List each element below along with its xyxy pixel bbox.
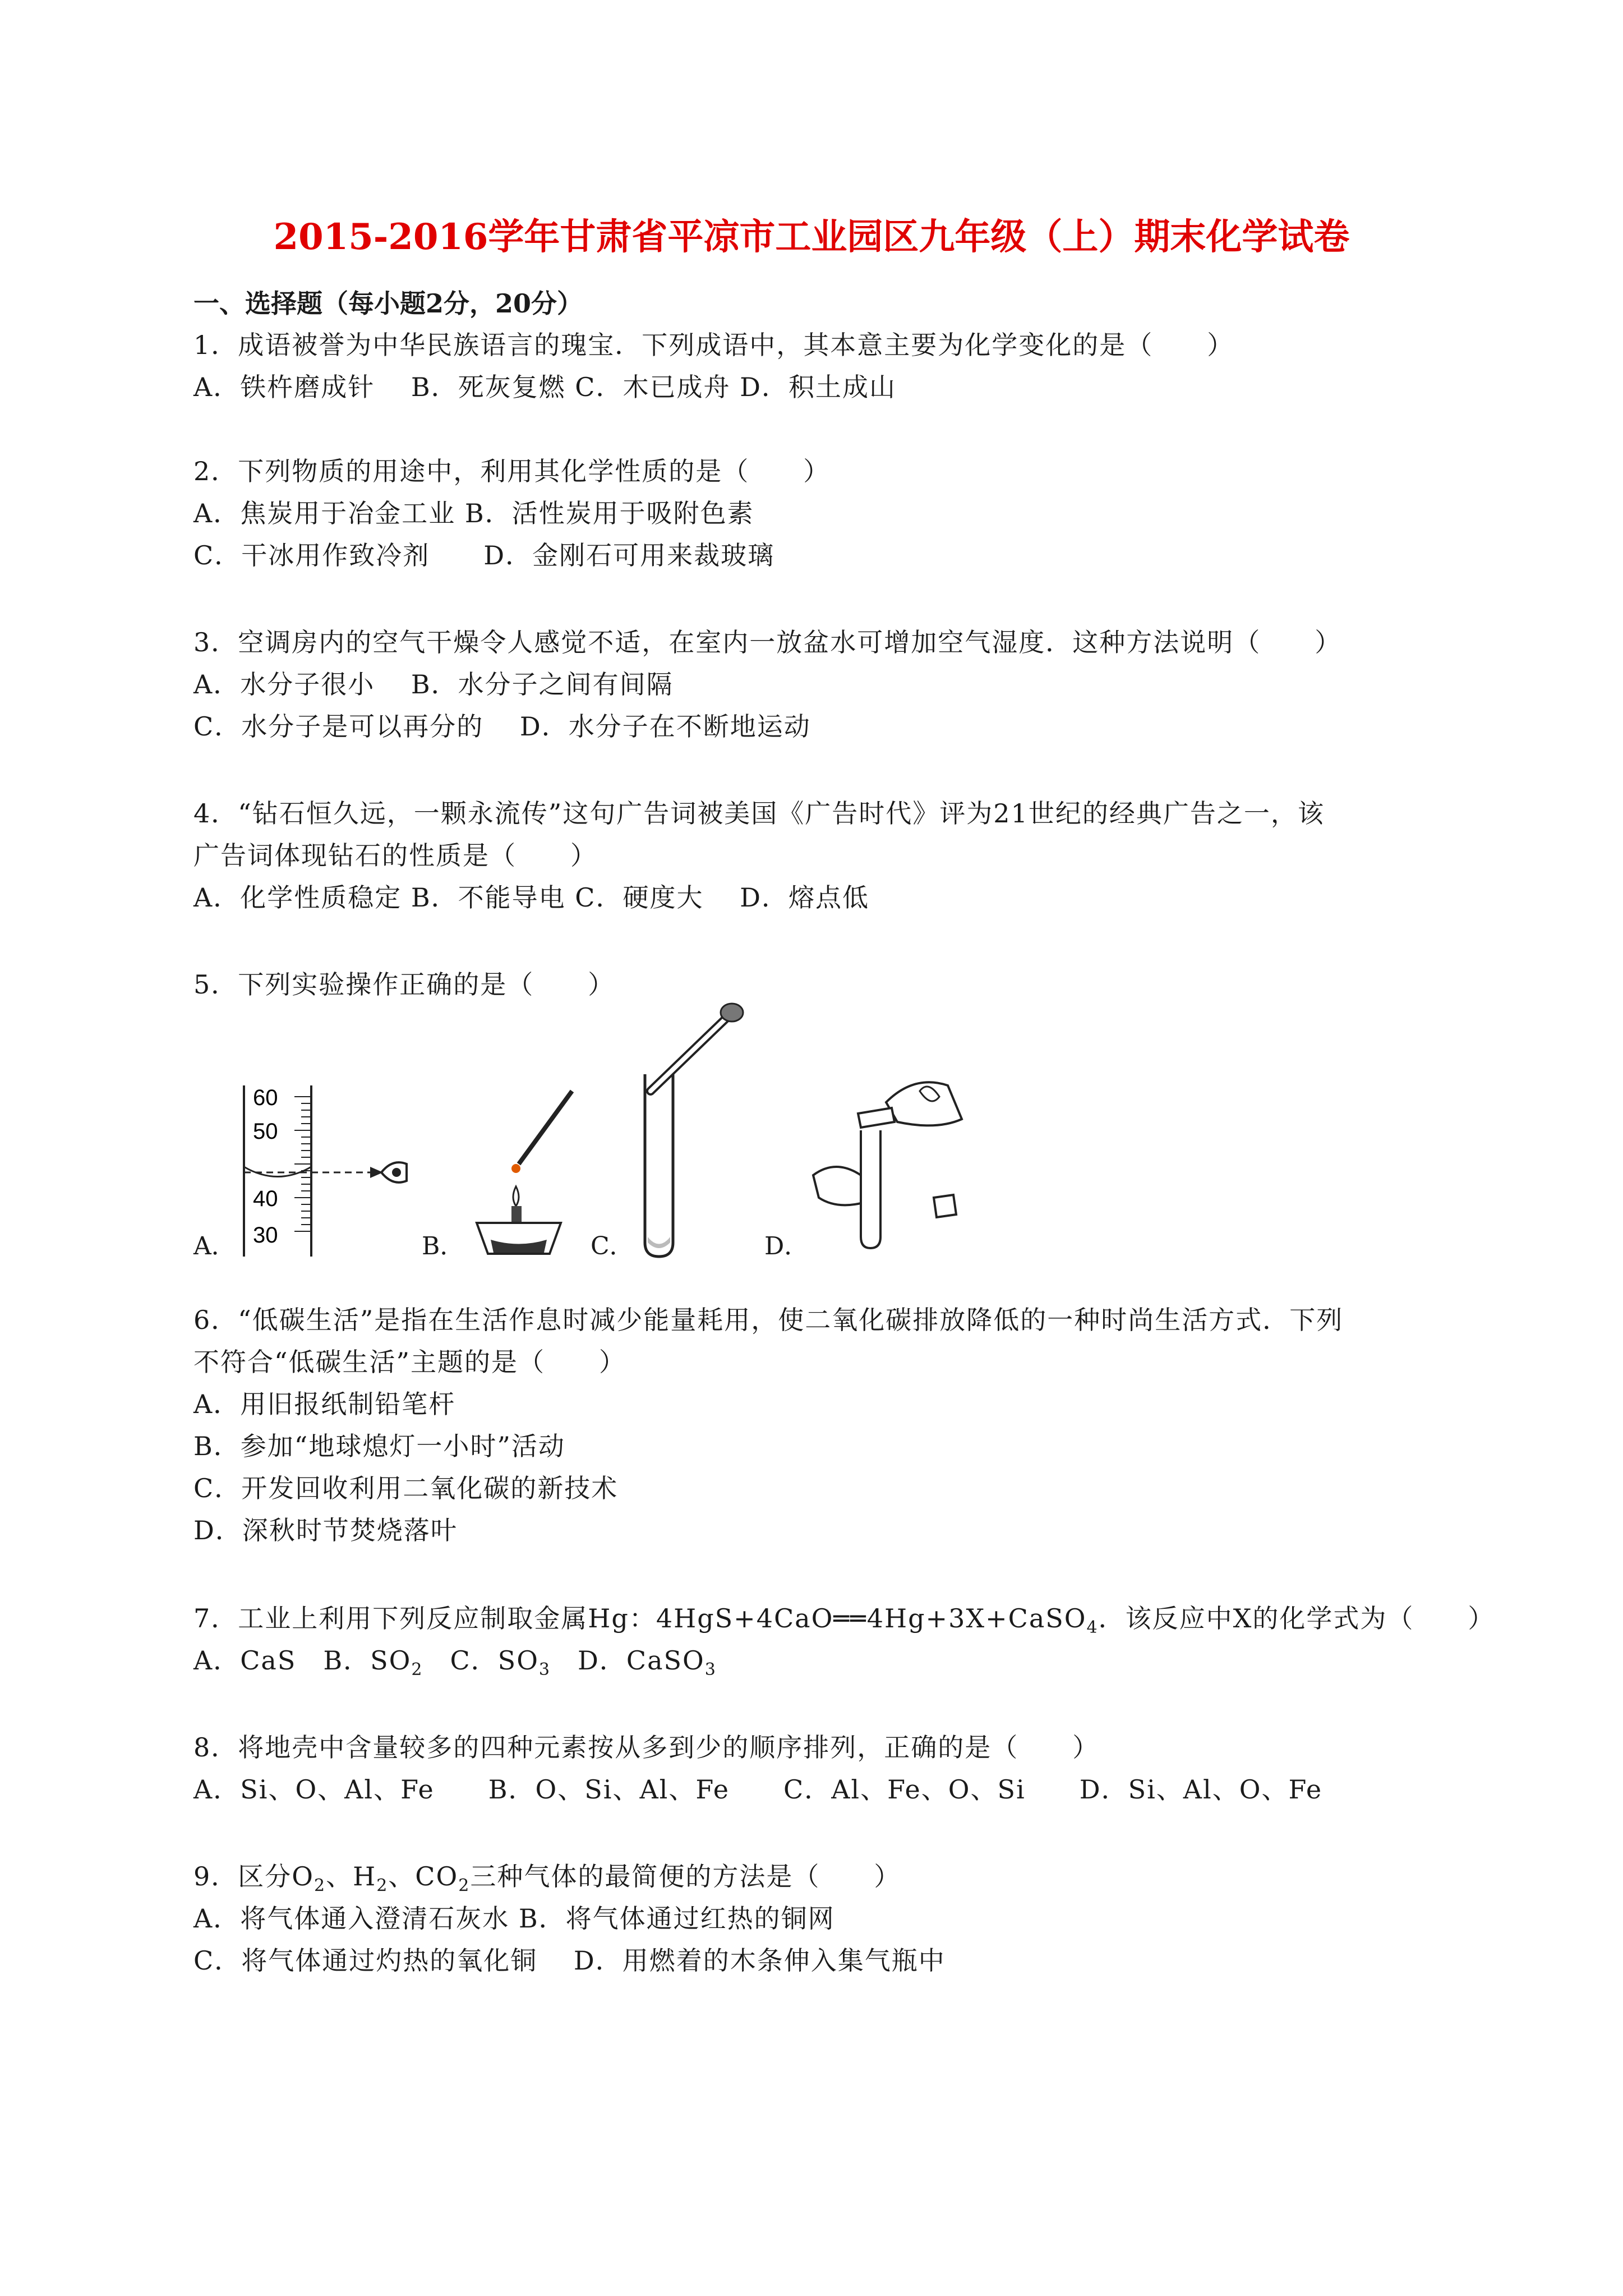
q7-option-c: C．SO xyxy=(423,1645,539,1676)
q8-stem: 8．将地壳中含量较多的四种元素按从多到少的顺序排列，正确的是（ ） xyxy=(193,1732,1100,1763)
q7-sub-3b: 3 xyxy=(704,1660,717,1680)
q9-stem xyxy=(193,1857,901,1896)
q7-stem xyxy=(193,1599,1495,1638)
q6-stem-line1: 6．“低碳生活”是指在生活作息时减少能量耗用，使二氧化碳排放降低的一种时尚生活方式．下列 xyxy=(193,1305,1344,1335)
test-tube-dropper-figure xyxy=(634,1001,757,1259)
q9-stem-a: 9．区分O xyxy=(193,1861,314,1892)
q1-options: A．铁杵磨成针 B．死灰复燃 C．木已成舟 D．积土成山 xyxy=(193,372,896,402)
q3-options-cd: C．水分子是可以再分的 D．水分子在不断地运动 xyxy=(193,711,811,742)
q7-stem-a: 7．工业上利用下列反应制取金属Hg：4HgS+4CaO══4Hg+3X+CaSO xyxy=(193,1603,1087,1634)
q6-option-c: C．开发回收利用二氧化碳的新技术 xyxy=(193,1473,619,1503)
q7-stem-b: ．该反应中X的化学式为（ ） xyxy=(1098,1603,1495,1634)
q7-option-d: D．CaSO xyxy=(551,1645,705,1676)
q5-option-c-label: C． xyxy=(591,1232,634,1260)
q9-options-cd: C．将气体通过灼热的氧化铜 D．用燃着的木条伸入集气瓶中 xyxy=(193,1945,946,1976)
q3-options-ab: A．水分子很小 B．水分子之间有间隔 xyxy=(193,669,674,700)
q6-option-b: B．参加“地球熄灯一小时”活动 xyxy=(193,1431,565,1461)
alcohol-lamp-figure xyxy=(465,1085,600,1259)
eye-icon xyxy=(381,1162,407,1182)
q9-sub-3: 2 xyxy=(458,1876,471,1895)
cylinder-tick-60: 60 xyxy=(253,1085,278,1110)
graduated-cylinder-figure xyxy=(227,1074,412,1259)
q8-options: A．Si、O、Al、Fe B．O、Si、Al、Fe C．Al、Fe、O、Si D．Si、Al、O、Fe xyxy=(193,1774,1323,1805)
q7-options xyxy=(193,1641,717,1680)
q2-options-ab: A．焦炭用于冶金工业 B．活性炭用于吸附色素 xyxy=(193,498,754,528)
exam-title: 2015-2016学年甘肃省平凉市工业园区九年级（上）期末化学试卷 xyxy=(273,216,1350,258)
cylinder-tick-30: 30 xyxy=(253,1223,278,1248)
q5-option-d-label: D． xyxy=(764,1232,809,1260)
q1-stem: 1．成语被誉为中华民族语言的瑰宝．下列成语中，其本意主要为化学变化的是（ ） xyxy=(193,330,1234,360)
pouring-liquid-figure xyxy=(802,1069,970,1259)
q5-stem: 5．下列实验操作正确的是（ ） xyxy=(193,969,615,1000)
q7-stem-subscript: 4 xyxy=(1086,1618,1099,1637)
q4-stem-line2: 广告词体现钻石的性质是（ ） xyxy=(193,840,597,871)
cylinder-tick-50: 50 xyxy=(253,1119,278,1144)
q4-stem-line1: 4．“钻石恒久远，一颗永流传”这句广告词被美国《广告时代》评为21世纪的经典广告之一，该 xyxy=(193,798,1325,829)
q3-stem: 3．空调房内的空气干燥令人感觉不适，在室内一放盆水可增加空气湿度．这种方法说明（ ） xyxy=(193,627,1342,657)
q7-sub-2: 2 xyxy=(411,1660,423,1680)
q6-option-d: D．深秋时节焚烧落叶 xyxy=(193,1515,458,1545)
q5-option-b-label: B． xyxy=(422,1232,465,1260)
q6-stem-line2: 不符合“低碳生活”主题的是（ ） xyxy=(193,1347,626,1377)
section-heading: 一、选择题（每小题2分，20分） xyxy=(193,288,583,319)
q9-sub-1: 2 xyxy=(313,1876,326,1895)
q5-option-a-label: A． xyxy=(193,1232,236,1260)
q4-options: A．化学性质稳定 B．不能导电 C．硬度大 D．熔点低 xyxy=(193,882,869,913)
q9-stem-c: 、CO xyxy=(388,1861,459,1892)
q9-sub-2: 2 xyxy=(376,1876,389,1895)
q7-sub-3: 3 xyxy=(538,1660,551,1680)
q7-option-ab: A．CaS B．SO xyxy=(193,1645,412,1676)
q2-stem: 2．下列物质的用途中，利用其化学性质的是（ ） xyxy=(193,456,831,486)
q2-options-cd: C．干冰用作致冷剂 D．金刚石可用来裁玻璃 xyxy=(193,540,775,570)
q9-stem-d: 三种气体的最简便的方法是（ ） xyxy=(470,1861,901,1892)
q9-options-ab: A．将气体通入澄清石灰水 B．将气体通过红热的铜网 xyxy=(193,1903,835,1934)
q9-stem-b: 、H xyxy=(326,1861,377,1892)
cylinder-tick-40: 40 xyxy=(253,1186,278,1211)
q6-option-a: A．用旧报纸制铅笔杆 xyxy=(193,1389,456,1419)
